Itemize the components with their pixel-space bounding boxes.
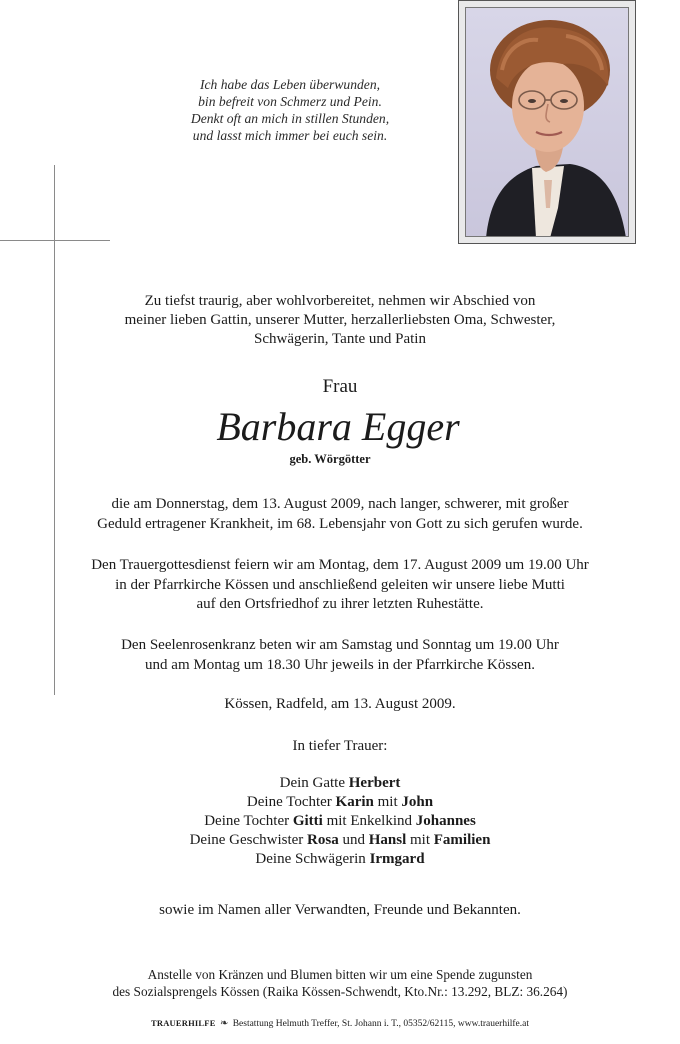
- poem-line: bin befreit von Schmerz und Pein.: [198, 94, 382, 109]
- mourners-list: [0, 774, 680, 869]
- connector: und: [338, 832, 369, 848]
- poem-line: und lasst mich immer bei euch sein.: [192, 128, 388, 143]
- rosary-line: und am Montag um 18.30 Uhr jeweils in der Pfarrkirche Kössen.: [145, 656, 535, 673]
- mourner-name: Herbert: [348, 775, 401, 791]
- donation-line: Anstelle von Kränzen und Blumen bitten wir um eine Spende zugunsten: [147, 967, 533, 982]
- connector: mit Enkelkind: [322, 813, 416, 829]
- relation: Deine Tochter: [246, 794, 336, 810]
- portrait-photo-frame: [458, 0, 636, 244]
- cross-horizontal-line: [0, 240, 110, 241]
- service-line: Den Trauergottesdienst feiern wir am Montag, dem 17. August 2009 um 19.00 Uhr: [91, 557, 589, 573]
- connector: mit: [406, 832, 434, 848]
- mourning-heading: In tiefer Trauer:: [292, 738, 388, 754]
- salutation: Frau: [322, 376, 358, 397]
- mourner-name: Hansl: [368, 832, 407, 848]
- mourner-name: Irmgard: [369, 851, 425, 867]
- poem-line: Denkt oft an mich in stillen Stunden,: [190, 111, 390, 126]
- death-notice: [0, 495, 680, 534]
- donation-request: [0, 966, 680, 1000]
- death-notice-line: die am Donnerstag, dem 13. August 2009, nach langer, schwerer, mit großer: [111, 496, 569, 512]
- intro-text: [0, 292, 680, 349]
- intro-line: Zu tiefst traurig, aber wohlvorbereitet, nehmen wir Abschied von: [144, 293, 536, 309]
- rosary-line: Den Seelenrosenkranz beten wir am Samstag und Sonntag um 19.00 Uhr: [121, 637, 559, 653]
- closing-text: sowie im Namen aller Verwandten, Freunde und Bekannten.: [159, 902, 521, 918]
- donation-line: des Sozialsprengels Kössen (Raika Kössen-Schwendt, Kto.Nr.: 13.292, BLZ: 36.264): [112, 984, 568, 999]
- connector: mit: [373, 794, 402, 810]
- death-notice-line: Geduld ertragener Krankheit, im 68. Lebensjahr von Gott zu sich gerufen wurde.: [97, 515, 583, 532]
- mourner-name: Johannes: [415, 813, 476, 829]
- service-line: in der Pfarrkirche Kössen und anschließend geleiten wir unsere liebe Mutti: [115, 576, 565, 593]
- rosary-notice: [0, 636, 680, 675]
- relation: Deine Tochter: [204, 813, 293, 829]
- poem: [140, 76, 440, 144]
- mourner-line: [0, 850, 680, 869]
- mourner-name: Rosa: [307, 832, 339, 848]
- relation: Dein Gatte: [279, 775, 349, 791]
- relation: Deine Geschwister: [189, 832, 308, 848]
- place-date: Kössen, Radfeld, am 13. August 2009.: [224, 696, 456, 712]
- service-line: auf den Ortsfriedhof zu ihrer letzten Ruhestätte.: [196, 596, 484, 612]
- footer-text: Bestattung Helmuth Treffer, St. Johann i. T., 05352/62115, www.trauerhilfe.at: [232, 1019, 529, 1029]
- intro-line: meiner lieben Gattin, unserer Mutter, herzallerliebsten Oma, Schwester,: [124, 312, 556, 328]
- poem-line: Ich habe das Leben überwunden,: [199, 77, 381, 92]
- footer-brand: TRAUERHILFE: [151, 1018, 216, 1028]
- mourner-name: Familien: [433, 832, 491, 848]
- mourner-name: Karin: [335, 794, 374, 810]
- birth-name: geb. Wörgötter: [289, 452, 371, 466]
- trauerhilfe-logo-icon: ❧: [219, 1018, 229, 1029]
- mourner-line: [0, 793, 680, 812]
- intro-line: Schwägerin, Tante und Patin: [254, 331, 426, 347]
- mourner-line: [0, 774, 680, 793]
- mourner-name: Gitti: [292, 813, 323, 829]
- portrait-photo: [465, 7, 629, 237]
- mourner-line: [0, 812, 680, 831]
- mourner-name: John: [401, 794, 434, 810]
- relation: Deine Schwägerin: [255, 851, 370, 867]
- funeral-service: [0, 556, 680, 615]
- deceased-name: Barbara Egger: [216, 404, 460, 449]
- mourner-line: [0, 831, 680, 850]
- footer: [0, 1017, 680, 1030]
